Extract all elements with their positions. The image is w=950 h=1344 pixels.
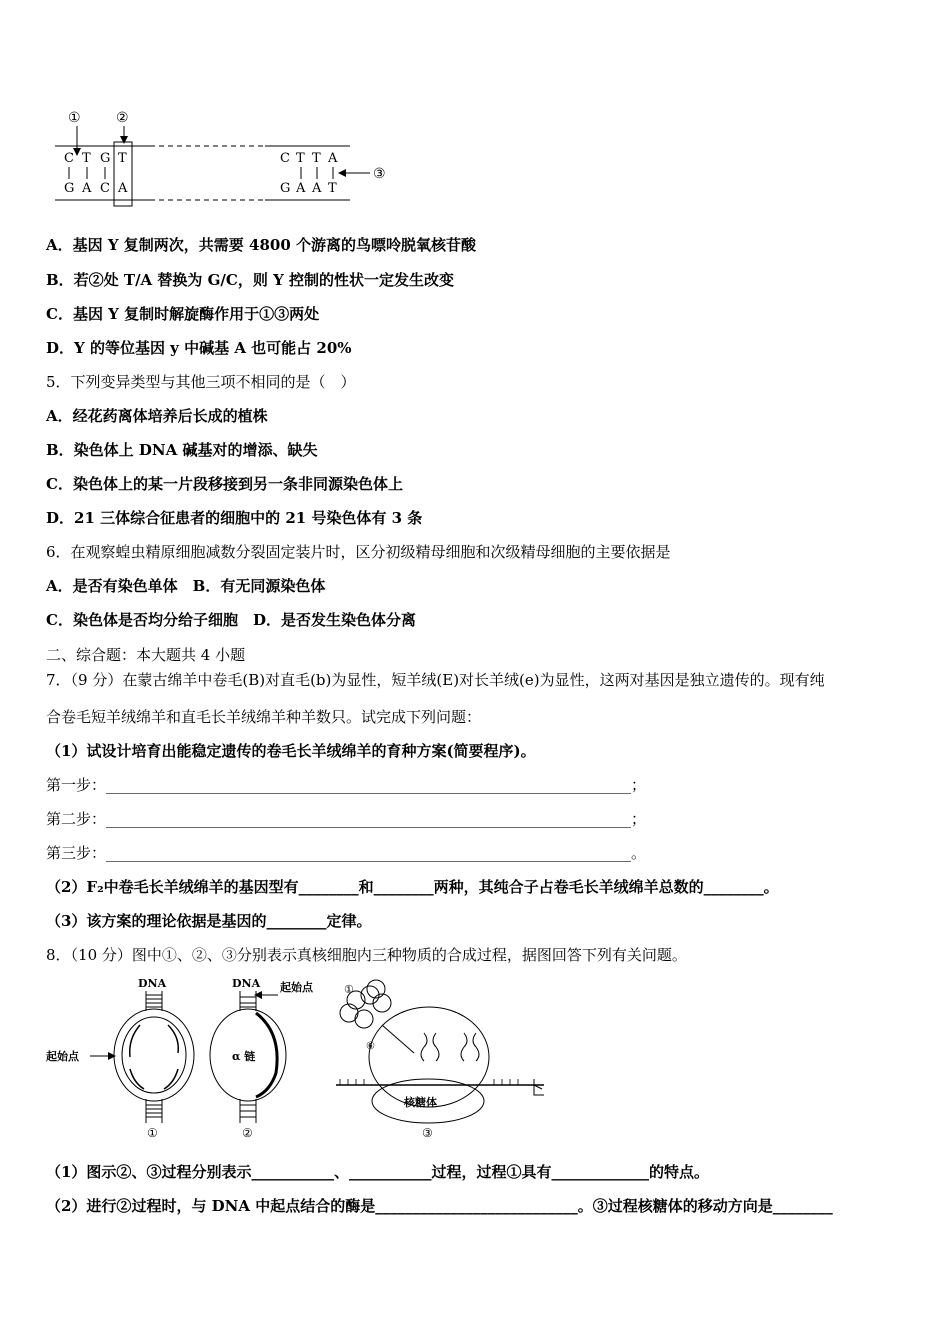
- q7-step1: 第一步：______________________________________________________________________；: [46, 776, 647, 794]
- chain-end-mark: ⑥: [366, 1041, 375, 1052]
- q7-step2: 第二步：______________________________________________________________________；: [46, 810, 647, 828]
- base: A: [296, 181, 306, 196]
- base: A: [118, 181, 128, 196]
- origin-label-left: 起始点: [46, 1050, 79, 1063]
- base: C: [64, 151, 74, 166]
- panel-label-1: ①: [147, 1126, 158, 1140]
- origin-label-right: 起始点: [280, 981, 313, 994]
- base: A: [312, 181, 322, 196]
- base: C: [100, 181, 110, 196]
- chain-start-mark: ①: [344, 983, 354, 996]
- alpha-chain-label: α 链: [232, 1050, 256, 1063]
- q4-option-d: D．Y 的等位基因 y 中碱基 A 也可能占 20%: [46, 339, 352, 357]
- dna-label-1: DNA: [138, 977, 167, 990]
- base: T: [296, 151, 305, 166]
- q8-sub1: （1）图示②、③过程分别表示___________、___________过程，过程①具有_____________的特点。: [46, 1163, 709, 1181]
- q7-line2: 合卷毛短羊绒绵羊和直毛长羊绒绵羊种羊数只。试完成下列问题：: [46, 708, 482, 726]
- base: T: [328, 181, 337, 196]
- section-heading: 二、综合题：本大题共 4 小题: [46, 646, 246, 664]
- q4-option-a: A．基因 Y 复制两次，共需要 4800 个游离的鸟嘌呤脱氧核苷酸: [46, 236, 476, 254]
- panel-label-2: ②: [242, 1126, 253, 1140]
- q8-sub2: （2）进行②过程时，与 DNA 中起点结合的酶是___________________________。③过程核糖体的移动方向是________: [46, 1197, 833, 1215]
- q6-stem: 6．在观察蝗虫精原细胞减数分裂固定装片时，区分初级精母细胞和次级精母细胞的主要依据是: [46, 543, 671, 561]
- q6-options-row2: C．染色体是否均分给子细胞 D．是否发生染色体分离: [46, 611, 416, 629]
- dna-label-2: DNA: [232, 977, 261, 990]
- q5-stem: 5．下列变异类型与其他三项不相同的是（ ）: [46, 373, 356, 391]
- q7-step3: 第三步：______________________________________________________________________。: [46, 844, 647, 862]
- q7-sub2: （2）F₂中卷毛长羊绒绵羊的基因型有________和________两种，其纯合子占卷毛长羊绒绵羊总数的________。: [46, 878, 779, 896]
- base: T: [312, 151, 321, 166]
- q7-sub3: （3）该方案的理论依据是基因的________定律。: [46, 912, 372, 930]
- base: C: [280, 151, 290, 166]
- dna-fragment-figure: [50, 100, 400, 210]
- q7-line1: 7．（9 分）在蒙古绵羊中卷毛(B)对直毛(b)为显性，短羊绒(E)对长羊绒(e)为显性，这两对基因是独立遗传的。现有纯: [46, 671, 825, 689]
- mark-3: ③: [373, 166, 386, 182]
- base: T: [82, 151, 91, 166]
- base: A: [328, 151, 338, 166]
- q4-option-b: B．若②处 T/A 替换为 G/C，则 Y 控制的性状一定发生改变: [46, 271, 455, 289]
- base: A: [82, 181, 92, 196]
- base: G: [280, 181, 291, 196]
- q5-option-a: A．经花药离体培养后长成的植株: [46, 407, 268, 425]
- q7-sub1: （1）试设计培育出能稳定遗传的卷毛长羊绒绵羊的育种方案(简要程序)。: [46, 742, 536, 760]
- base: G: [64, 181, 75, 196]
- q6-options-row1: A．是否有染色单体 B．有无同源染色体: [46, 577, 326, 595]
- base: G: [100, 151, 111, 166]
- mark-1: ①: [68, 110, 81, 126]
- base: T: [118, 151, 127, 166]
- q5-option-c: C．染色体上的某一片段移接到另一条非同源染色体上: [46, 475, 403, 493]
- q5-option-b: B．染色体上 DNA 碱基对的增添、缺失: [46, 441, 318, 459]
- mark-2: ②: [116, 110, 129, 126]
- q8-stem: 8．（10 分）图中①、②、③分别表示真核细胞内三种物质的合成过程，据图回答下列有关问题。: [46, 946, 687, 964]
- q4-option-c: C．基因 Y 复制时解旋酶作用于①③两处: [46, 305, 320, 323]
- panel-label-3: ③: [422, 1126, 433, 1140]
- q5-option-d: D．21 三体综合征患者的细胞中的 21 号染色体有 3 条: [46, 509, 423, 527]
- synthesis-process-figure: [44, 973, 554, 1143]
- ribosome-label: 核糖体: [404, 1096, 437, 1109]
